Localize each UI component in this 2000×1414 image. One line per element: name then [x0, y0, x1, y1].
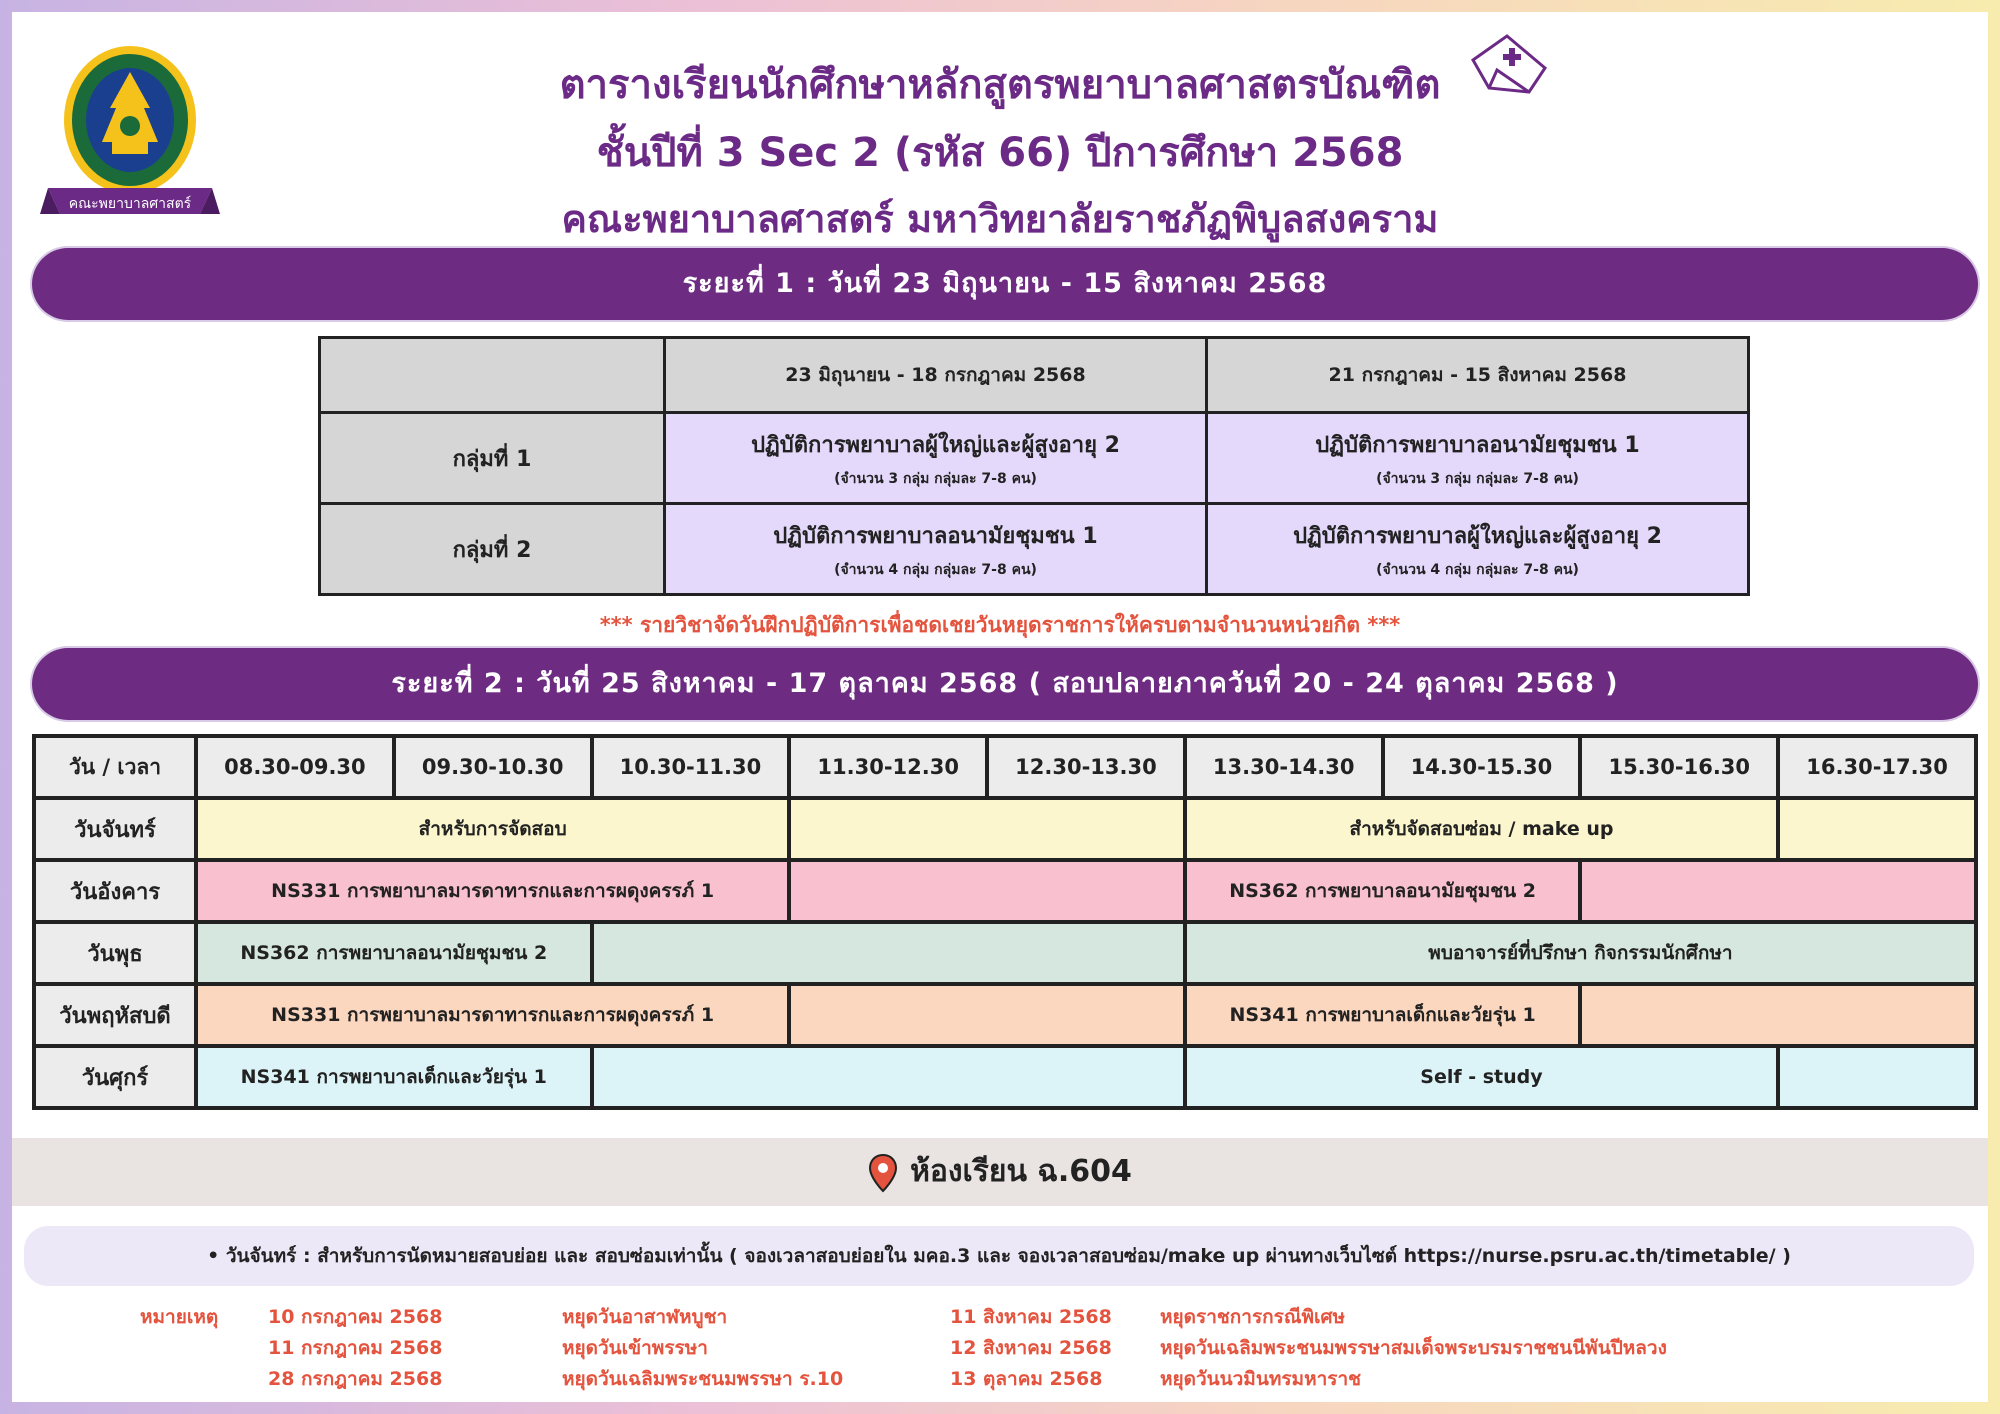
time-slot-header: 12.30-13.30 — [987, 736, 1185, 798]
period1-corner-cell — [320, 338, 665, 413]
holiday-event: หยุดวันเฉลิมพระชนมพรรษาสมเด็จพระบรมราชชนนีพันปีหลวง — [1160, 1337, 1667, 1359]
holiday-event: หยุดราชการกรณีพิเศษ — [1160, 1306, 1346, 1328]
period1-header-row — [320, 338, 1749, 413]
classroom-text: ห้องเรียน ฉ.604 — [910, 1154, 1132, 1189]
group-count-note: (จำนวน 4 กลุ่ม กลุ่มละ 7-8 คน) — [834, 561, 1037, 578]
holiday-events-right — [1160, 1302, 1667, 1395]
timetable-sheet — [12, 12, 1988, 1402]
schedule-cell: สำหรับการจัดสอบ — [196, 798, 789, 860]
holiday-date: 10 กรกฎาคม 2568 — [268, 1306, 443, 1328]
time-slot-header: 13.30-14.30 — [1185, 736, 1383, 798]
holiday-dates-left — [268, 1302, 442, 1395]
holiday-event: หยุดวันเฉลิมพระชนมพรรษา ร.10 — [562, 1368, 844, 1390]
schedule-cell: NS331 การพยาบาลมารดาทารกและการผดุงครรภ์ 1 — [196, 984, 789, 1046]
schedule-cell: NS341 การพยาบาลเด็กและวัยรุ่น 1 — [1185, 984, 1581, 1046]
time-slot-header: 11.30-12.30 — [789, 736, 987, 798]
time-slot-header: 14.30-15.30 — [1383, 736, 1581, 798]
holiday-dates-right — [950, 1302, 1112, 1395]
period1-col1-header: 23 มิถุนายน - 18 กรกฎาคม 2568 — [665, 338, 1207, 413]
group-label: กลุ่มที่ 1 — [320, 413, 665, 504]
remarks-label — [140, 1302, 218, 1333]
schedule-cell: NS331 การพยาบาลมารดาทารกและการผดุงครรภ์ 1 — [196, 860, 789, 922]
monday-row — [34, 798, 1976, 860]
course-name: ปฏิบัติการพยาบาลผู้ใหญ่และผู้สูงอายุ 2 — [751, 432, 1120, 458]
time-slot-header: 10.30-11.30 — [592, 736, 790, 798]
group-label: กลุ่มที่ 2 — [320, 504, 665, 595]
classroom-label — [12, 1138, 1988, 1206]
period2-banner: ระยะที่ 2 : วันที่ 25 สิงหาคม - 17 ตุลาคม 2568 ( สอบปลายภาควันที่ 20 - 24 ตุลาคม 2568 ) — [32, 648, 1978, 720]
logo-banner-text: คณะพยาบาลศาสตร์ — [68, 196, 192, 212]
schedule-cell: NS362 การพยาบาลอนามัยชุมชน 2 — [1185, 860, 1581, 922]
group-count-note: (จำนวน 3 กลุ่ม กลุ่มละ 7-8 คน) — [834, 470, 1037, 487]
wednesday-row — [34, 922, 1976, 984]
day-label: วันศุกร์ — [34, 1046, 196, 1108]
holiday-date: 11 กรกฎาคม 2568 — [268, 1337, 443, 1359]
friday-row — [34, 1046, 1976, 1108]
time-slot-header: 08.30-09.30 — [196, 736, 394, 798]
weekly-schedule-table — [32, 734, 1978, 1110]
schedule-cell: สำหรับจัดสอบซ่อม / make up — [1185, 798, 1778, 860]
location-pin-icon — [868, 1153, 898, 1193]
thursday-row — [34, 984, 1976, 1046]
holiday-date: 11 สิงหาคม 2568 — [950, 1306, 1112, 1328]
monday-footnote: • วันจันทร์ : สำหรับการนัดหมายสอบย่อย และ สอบซ่อมเท่านั้น ( จองเวลาสอบย่อยใน มคอ.3 และ จองเวลาสอบซ่อม/make up ผ่านทางเว็บไซต์ https://nurse.psru.ac.th/timetable/ ) — [24, 1226, 1974, 1286]
schedule-cell: พบอาจารย์ที่ปรึกษา กิจกรรมนักศึกษา — [1185, 922, 1976, 984]
schedule-cell-empty — [1778, 798, 1976, 860]
course-name: ปฏิบัติการพยาบาลอนามัยชุมชน 1 — [773, 523, 1098, 549]
time-slot-header: 09.30-10.30 — [394, 736, 592, 798]
title-line-3: คณะพยาบาลศาสตร์ มหาวิทยาลัยราชภัฏพิบูลสงคราม — [561, 197, 1439, 241]
title-line-1: ตารางเรียนนักศึกษาหลักสูตรพยาบาลศาสตรบัณฑิต — [559, 62, 1441, 108]
remarks-label-text: หมายเหตุ — [140, 1306, 219, 1328]
schedule-cell: NS362 การพยาบาลอนามัยชุมชน 2 — [196, 922, 592, 984]
group-count-note: (จำนวน 4 กลุ่ม กลุ่มละ 7-8 คน) — [1376, 561, 1579, 578]
schedule-cell-empty — [789, 798, 1185, 860]
holiday-date: 28 กรกฎาคม 2568 — [268, 1368, 443, 1390]
course-name: ปฏิบัติการพยาบาลผู้ใหญ่และผู้สูงอายุ 2 — [1293, 523, 1662, 549]
period1-table — [318, 336, 1750, 596]
holiday-date: 12 สิงหาคม 2568 — [950, 1337, 1112, 1359]
holiday-date: 13 ตุลาคม 2568 — [950, 1368, 1103, 1390]
schedule-cell-empty — [1580, 860, 1976, 922]
course-name: ปฏิบัติการพยาบาลอนามัยชุมชน 1 — [1315, 432, 1640, 458]
period1-col2-header: 21 กรกฎาคม - 15 สิงหาคม 2568 — [1207, 338, 1749, 413]
period1-note: *** รายวิชาจัดวันฝึกปฏิบัติการเพื่อชดเชยวันหยุดราชการให้ครบตามจำนวนหน่วยกิต *** — [599, 613, 1401, 637]
period1-row-group2 — [320, 504, 1749, 595]
day-label: วันพุธ — [34, 922, 196, 984]
schedule-cell-empty — [789, 984, 1185, 1046]
time-slot-header: 15.30-16.30 — [1580, 736, 1778, 798]
tuesday-row — [34, 860, 1976, 922]
holiday-event: หยุดวันเข้าพรรษา — [562, 1337, 708, 1359]
day-label: วันพฤหัสบดี — [34, 984, 196, 1046]
holiday-event: หยุดวันอาสาฬหบูชา — [562, 1306, 728, 1328]
group-count-note: (จำนวน 3 กลุ่ม กลุ่มละ 7-8 คน) — [1376, 470, 1579, 487]
holiday-event: หยุดวันนวมินทรมหาราช — [1160, 1368, 1362, 1390]
holiday-events-left — [562, 1302, 843, 1395]
schedule-cell-empty — [789, 860, 1185, 922]
day-label: วันจันทร์ — [34, 798, 196, 860]
period1-cell — [665, 413, 1207, 504]
schedule-cell: NS341 การพยาบาลเด็กและวัยรุ่น 1 — [196, 1046, 592, 1108]
period1-cell — [1207, 504, 1749, 595]
title-line-2: ชั้นปีที่ 3 Sec 2 (รหัส 66) ปีการศึกษา 2568 — [596, 130, 1404, 176]
schedule-cell-empty — [592, 922, 1185, 984]
period1-row-group1 — [320, 413, 1749, 504]
schedule-cell: Self - study — [1185, 1046, 1778, 1108]
schedule-cell-empty — [1778, 1046, 1976, 1108]
time-slot-header: 16.30-17.30 — [1778, 736, 1976, 798]
schedule-cell-empty — [1580, 984, 1976, 1046]
time-header-row — [34, 736, 1976, 798]
day-label: วันอังคาร — [34, 860, 196, 922]
period1-banner: ระยะที่ 1 : วันที่ 23 มิถุนายน - 15 สิงหาคม 2568 — [32, 248, 1978, 320]
schedule-cell-empty — [592, 1046, 1185, 1108]
period1-cell — [665, 504, 1207, 595]
day-time-header: วัน / เวลา — [34, 736, 196, 798]
period1-cell — [1207, 413, 1749, 504]
